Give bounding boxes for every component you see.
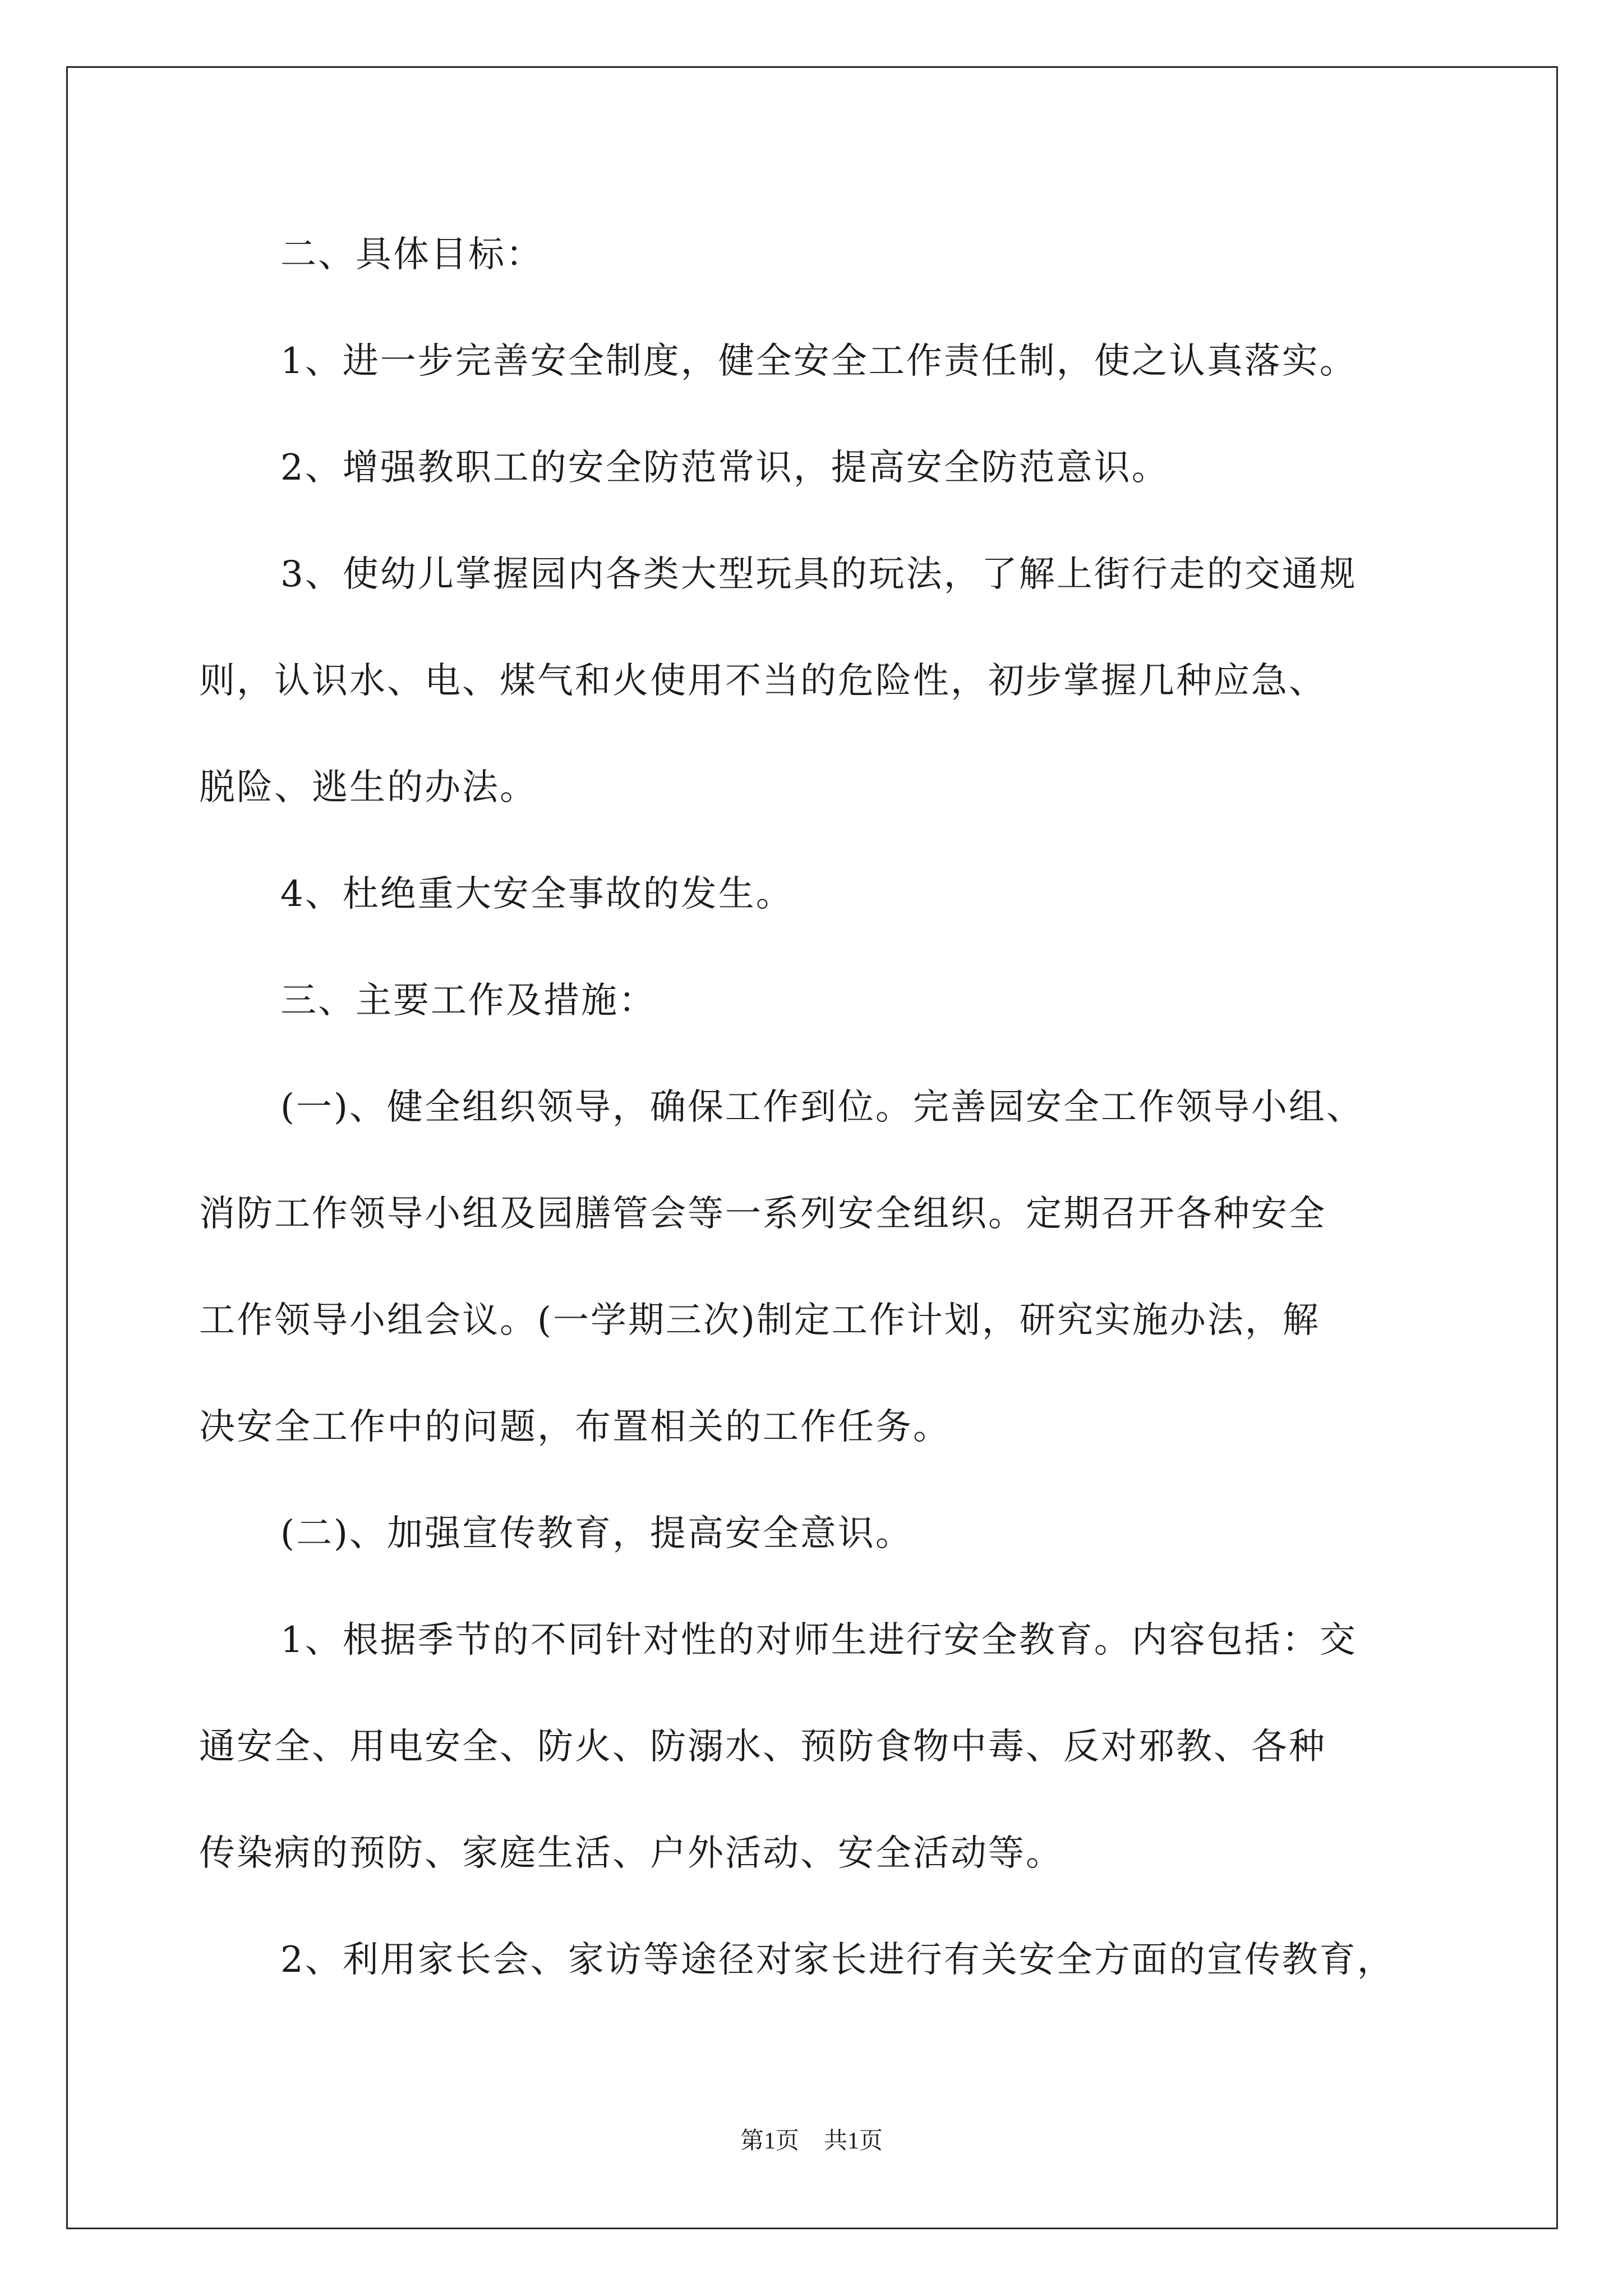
page-border xyxy=(66,66,1558,2229)
section-heading-goals: 二、具体目标： xyxy=(280,234,543,275)
page-footer xyxy=(0,2129,1623,2153)
section-heading-measures: 三、主要工作及措施： xyxy=(280,980,656,1022)
paragraph-line: 传染病的预防、家庭生活、户外活动、安全活动等。 xyxy=(199,1833,1063,1874)
paragraph-line: 决安全工作中的问题，布置相关的工作任务。 xyxy=(199,1406,951,1448)
page-number: 第1页 xyxy=(740,2128,799,2154)
paragraph-line: (一)、健全组织领导，确保工作到位。完善园安全工作领导小组、 xyxy=(280,1087,1364,1128)
paragraph-line: 2、利用家长会、家访等途径对家长进行有关安全方面的宣传教育， xyxy=(280,1939,1395,1981)
paragraph-line: 2、增强教职工的安全防范常识，提高安全防范意识。 xyxy=(280,447,1169,489)
paragraph-line: 通安全、用电安全、防火、防溺水、预防食物中毒、反对邪教、各种 xyxy=(199,1726,1326,1768)
paragraph-line: 1、根据季节的不同针对性的对师生进行安全教育。内容包括：交 xyxy=(280,1619,1357,1661)
paragraph-line: 3、使幼儿掌握园内各类大型玩具的玩法，了解上街行走的交通规 xyxy=(280,554,1357,595)
paragraph-line: 则，认识水、电、煤气和火使用不当的危险性，初步掌握几种应急、 xyxy=(199,660,1326,702)
paragraph-line: 脱险、逃生的办法。 xyxy=(199,767,537,808)
paragraph-line: 消防工作领导小组及园膳管会等一系列安全组织。定期召开各种安全 xyxy=(199,1193,1326,1235)
paragraph-line: 工作领导小组会议。(一学期三次)制定工作计划，研究实施办法，解 xyxy=(199,1300,1320,1341)
paragraph-line: 4、杜绝重大安全事故的发生。 xyxy=(280,873,794,915)
paragraph-line: 1、进一步完善安全制度，健全安全工作责任制，使之认真落实。 xyxy=(280,341,1357,382)
page-total: 共1页 xyxy=(824,2128,883,2154)
subsection-heading: (二)、加强宣传教育，提高安全意识。 xyxy=(280,1513,913,1554)
